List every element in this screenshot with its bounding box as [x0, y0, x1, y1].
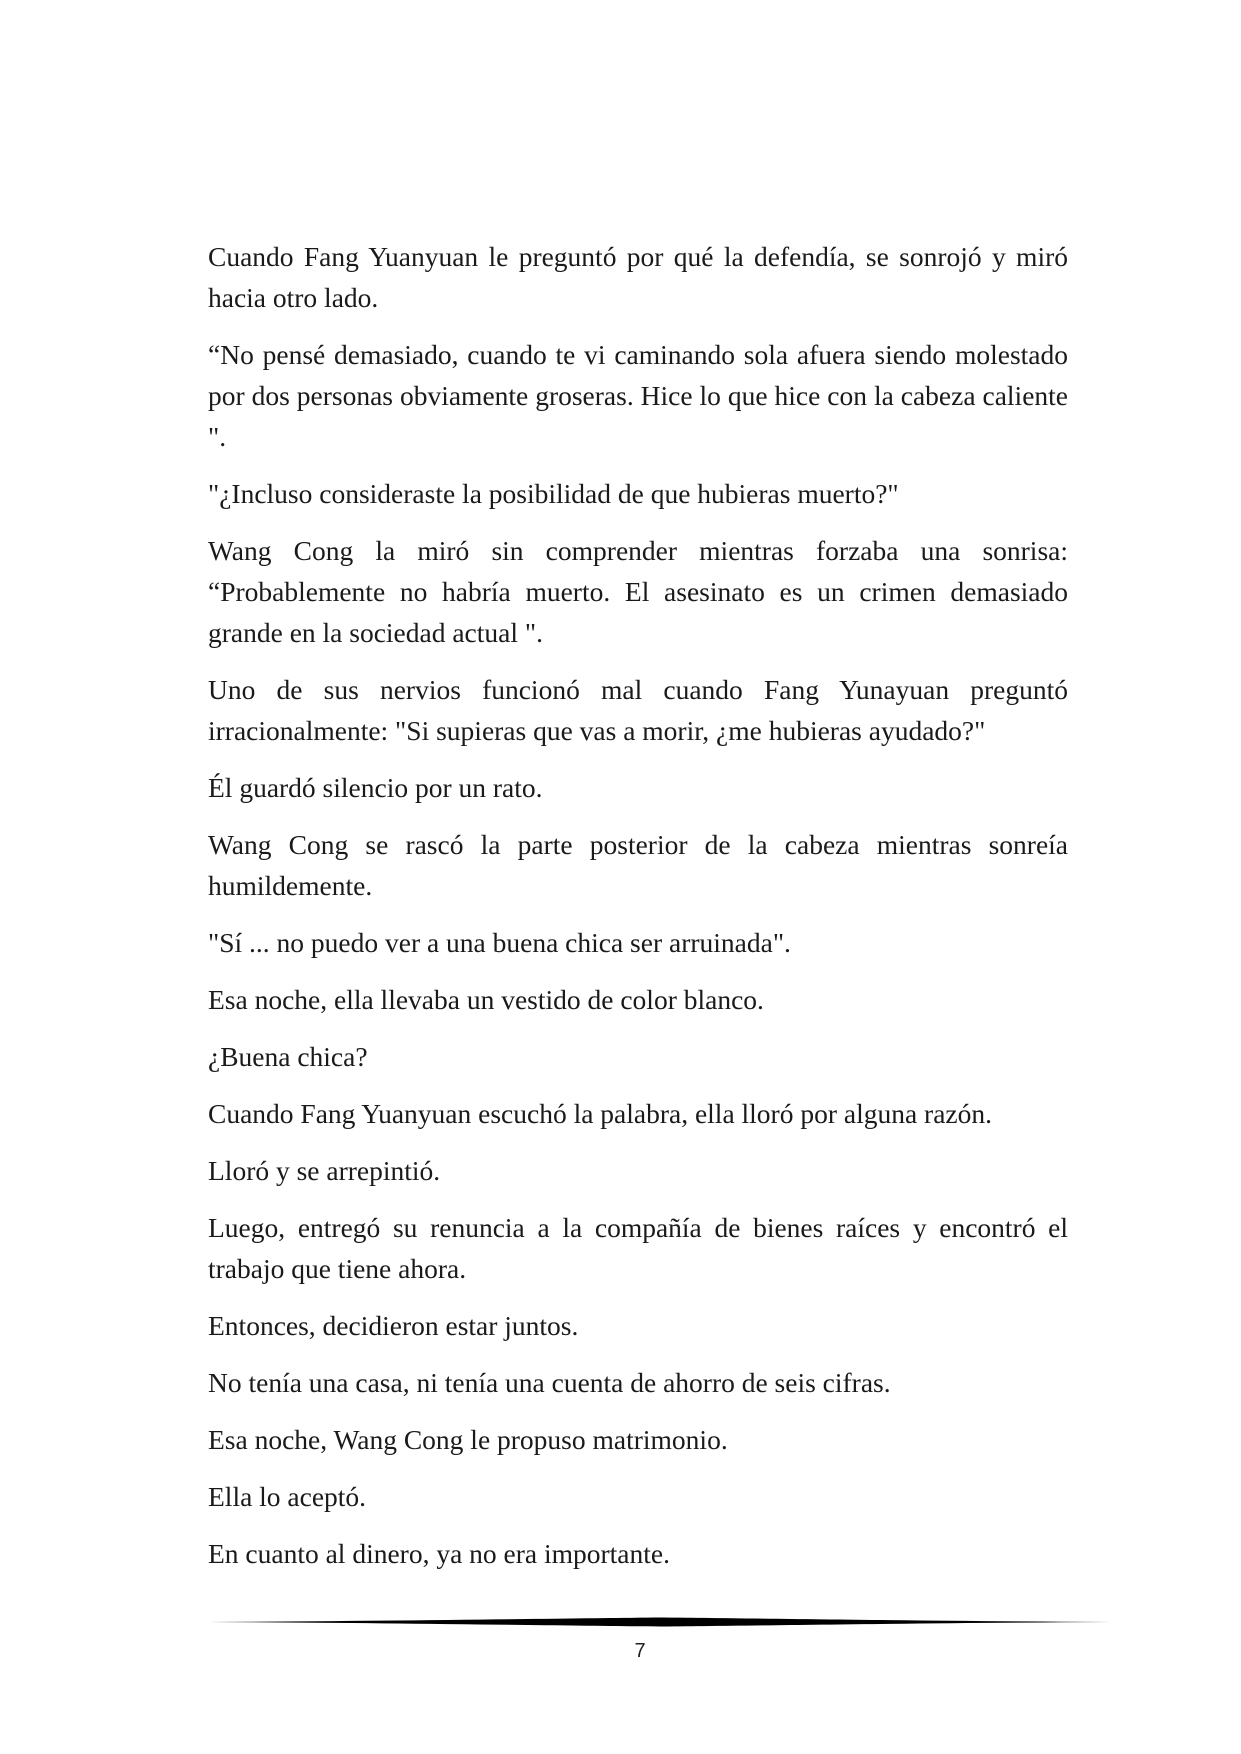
paragraph: ¿Buena chica?	[208, 1041, 368, 1072]
paragraph: Cuando Fang Yuanyuan escuchó la palabra, ella lloró por alguna razón.	[208, 1098, 992, 1129]
paragraph: Él guardó silencio por un rato.	[208, 772, 543, 803]
body-text	[208, 236, 1068, 1590]
paragraph: Luego, entregó su renuncia a la compañía de bienes raíces y encontró el trabajo que tiene ahora.	[208, 1212, 1068, 1284]
paragraph: “No pensé demasiado, cuando te vi caminando sola afuera siendo molestado por dos personas obviamente groseras. Hice lo que hice con la cabeza caliente ".	[208, 339, 1068, 452]
paragraph: Cuando Fang Yuanyuan le preguntó por qué la defendía, se sonrojó y miró hacia otro lado.	[208, 241, 1068, 313]
paragraph: Wang Cong se rascó la parte posterior de la cabeza mientras sonreía humildemente.	[208, 829, 1068, 901]
paragraph: Lloró y se arrepintió.	[208, 1155, 441, 1186]
footer-divider	[208, 1616, 1112, 1628]
paragraph: "Sí ... no puedo ver a una buena chica ser arruinada".	[208, 927, 791, 958]
page-number: 7	[634, 1640, 646, 1662]
paragraph: En cuanto al dinero, ya no era importante.	[208, 1538, 670, 1569]
paragraph: Uno de sus nervios funcionó mal cuando Fang Yunayuan preguntó irracionalmente: "Si supieras que vas a morir, ¿me hubieras ayudado?"	[208, 674, 1068, 746]
paragraph: Esa noche, Wang Cong le propuso matrimonio.	[208, 1424, 728, 1455]
paragraph: Ella lo aceptó.	[208, 1481, 367, 1512]
paragraph: Esa noche, ella llevaba un vestido de color blanco.	[208, 984, 764, 1015]
paragraph: No tenía una casa, ni tenía una cuenta de ahorro de seis cifras.	[208, 1367, 891, 1398]
paragraph: "¿Incluso consideraste la posibilidad de que hubieras muerto?"	[208, 478, 899, 509]
paragraph: Entonces, decidieron estar juntos.	[208, 1310, 579, 1341]
paragraph: Wang Cong la miró sin comprender mientras forzaba una sonrisa: “Probablemente no habría muerto. El asesinato es un crimen demasiado grande en la sociedad actual ".	[208, 535, 1068, 648]
